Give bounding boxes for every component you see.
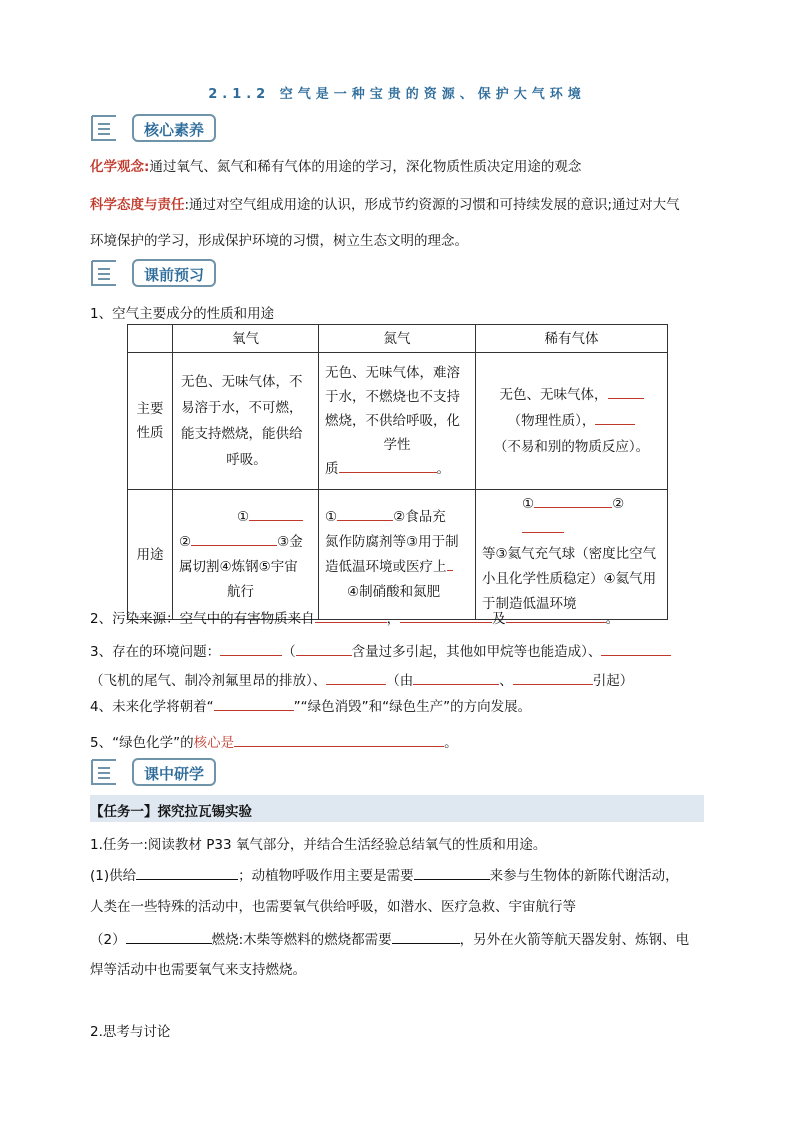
section-header-core <box>90 113 230 145</box>
task-line-2 <box>90 864 679 884</box>
fill-blank[interactable] <box>608 384 644 399</box>
cell-oxygen-uses <box>173 490 319 620</box>
fill-blank[interactable] <box>595 410 635 425</box>
q-text: ；动植物呼吸作用主要是需要 <box>238 868 414 884</box>
q-text: (1)供给 <box>90 868 137 884</box>
core-line-3: 环境保护的学习，形成保护环境的习惯，树立生态文明的理念。 <box>90 233 468 249</box>
fill-blank[interactable] <box>400 608 492 623</box>
table-header-nitrogen: 氮气 <box>319 325 476 353</box>
question-2 <box>90 607 619 627</box>
cell-text: ① <box>237 508 250 525</box>
cell-text: 质 <box>325 461 339 477</box>
fill-blank[interactable] <box>136 865 238 880</box>
cell-line: 无色、无味气体，难溶 <box>325 365 460 381</box>
core-label-chem: 化学观念: <box>90 159 150 175</box>
fill-blank[interactable] <box>220 641 282 656</box>
cell-oxygen-properties <box>173 353 319 490</box>
cell-line: 等③氦气充气球（密度比空气 <box>482 546 657 562</box>
section-title: 核心素养 <box>132 114 216 142</box>
fill-blank[interactable] <box>249 506 303 521</box>
table-header-rare-gas: 稀有气体 <box>476 325 668 353</box>
cell-line: ④制硝酸和氮肥 <box>347 583 441 600</box>
cell-line <box>325 457 469 481</box>
q-text: 5、“绿色化学”的 <box>90 735 194 751</box>
task-line-1: 1.任务一:阅读教材 P33 氧气部分，并结合生活经验总结氧气的性质和用途。 <box>90 837 547 853</box>
cell-rare-gas-uses <box>476 490 668 620</box>
cell-nitrogen-properties <box>319 353 476 490</box>
cell-line <box>482 382 661 408</box>
q-text: 4、未来化学将朝着“ <box>90 699 214 715</box>
cell-line: 氮作防腐剂等③用于制 <box>325 533 459 550</box>
q-text-red: 核心是 <box>193 735 235 751</box>
row-label-uses: 用途 <box>128 490 173 620</box>
task-banner <box>90 795 704 822</box>
core-line-2 <box>90 193 680 213</box>
core-line-1 <box>90 155 581 175</box>
q-text: ， <box>386 611 401 627</box>
document-list-icon <box>90 258 118 288</box>
document-list-icon <box>90 113 118 143</box>
q-text: （由 <box>386 673 414 689</box>
fill-blank[interactable] <box>534 493 612 508</box>
question-1: 1、空气主要成分的性质和用途 <box>90 306 275 322</box>
cell-text: ① <box>522 496 535 512</box>
cell-text: ②食品充 <box>393 508 446 525</box>
cell-text: 造低温环境或医疗上 <box>325 558 447 575</box>
section-header-study <box>90 757 230 789</box>
q-text: ”“绿色消毁”和“绿色生产”的方向发展。 <box>293 699 532 715</box>
fill-blank[interactable] <box>413 670 499 685</box>
fill-blank[interactable] <box>234 732 444 747</box>
q-text: 。 <box>444 735 458 751</box>
fill-blank[interactable] <box>506 608 606 623</box>
fill-blank[interactable] <box>513 670 593 685</box>
cell-line: 属切割④炼钢⑤宇宙 <box>179 558 298 575</box>
q-text: 。 <box>605 611 620 627</box>
task-title: 【任务一】探究拉瓦锡实验 <box>90 804 252 820</box>
cell-line: 航行 <box>227 583 254 600</box>
row-label-properties <box>128 353 173 490</box>
q-text: 及 <box>492 611 506 627</box>
q-text: 燃烧:木柴等燃料的燃烧都需要 <box>211 932 392 948</box>
task-line-5: 焊等活动中也需要氧气来支持燃烧。 <box>90 962 306 978</box>
cell-line: 能支持燃烧，能供给 <box>181 426 303 442</box>
table-corner <box>128 325 173 353</box>
section-title: 课前预习 <box>132 259 216 287</box>
table-header-oxygen: 氧气 <box>173 325 319 353</box>
task-line-6: 2.思考与讨论 <box>90 1024 171 1040</box>
cell-line: （不易和别的物质反应）。 <box>493 439 650 455</box>
question-3-cont <box>90 669 633 689</box>
section-header-preview <box>90 258 230 290</box>
q-text: 来参与生物体的新陈代谢活动， <box>489 868 679 884</box>
page-title: 2.1.2 空气是一种宝贵的资源、保护大气环境 <box>208 87 586 102</box>
label-line: 主要 <box>136 401 164 417</box>
fill-blank[interactable] <box>296 641 352 656</box>
cell-text: ③金 <box>277 533 303 550</box>
cell-line <box>482 492 661 542</box>
q-text: 引起） <box>592 673 634 689</box>
cell-line: 易溶于水，不可燃， <box>181 400 303 416</box>
q-text: （ <box>282 644 296 660</box>
core-label-sci: 科学态度与责任 <box>90 197 185 213</box>
q-text: 、 <box>499 673 513 689</box>
cell-text: ① <box>325 508 338 525</box>
cell-line: 无色、无味气体，不 <box>181 374 303 390</box>
question-4 <box>90 695 531 715</box>
cell-line: 燃烧，不供给呼吸，化 <box>325 413 460 429</box>
q-text: （飞机的尾气、制冷剂氟里昂的排放）、 <box>90 673 327 689</box>
fill-blank[interactable] <box>126 929 212 944</box>
cell-text: ② <box>612 496 625 512</box>
fill-blank[interactable] <box>392 929 460 944</box>
fill-blank[interactable] <box>522 518 564 533</box>
cell-text: 无色、无味气体， <box>499 387 608 403</box>
cell-line <box>179 530 312 555</box>
fill-blank[interactable] <box>214 696 294 711</box>
label-line: 性质 <box>136 425 164 441</box>
cell-line <box>179 505 312 530</box>
q-text: 3、存在的环境问题： <box>90 644 221 660</box>
cell-nitrogen-uses <box>319 490 476 620</box>
fill-blank[interactable] <box>601 641 671 656</box>
fill-blank[interactable] <box>326 670 386 685</box>
cell-line: 学性 <box>383 437 411 453</box>
cell-rare-gas-properties <box>476 353 668 490</box>
core-text-chem: 通过氧气、氮气和稀有气体的用途的学习，深化物质性质决定用途的观念 <box>149 159 582 175</box>
fill-blank[interactable] <box>447 556 453 571</box>
task-line-4 <box>90 928 689 948</box>
cell-text: （物理性质）， <box>507 413 596 429</box>
cell-line: 于制造低温环境 <box>482 596 577 612</box>
cell-line <box>325 505 469 530</box>
cell-line <box>325 555 469 580</box>
fill-blank[interactable] <box>339 458 437 473</box>
q-text: 含量过多引起，其他如甲烷等也能造成）、 <box>351 644 602 660</box>
cell-text: ② <box>179 533 192 550</box>
question-5 <box>90 731 458 751</box>
fill-blank[interactable] <box>337 506 393 521</box>
fill-blank[interactable] <box>315 608 387 623</box>
task-line-3: 人类在一些特殊的活动中，也需要氧气供给呼吸，如潜水、医疗急救、宇宙航行等 <box>90 899 576 915</box>
gas-properties-table <box>127 324 668 620</box>
fill-blank[interactable] <box>191 531 277 546</box>
q-text: （2） <box>90 932 126 948</box>
cell-text: 。 <box>436 461 450 477</box>
document-list-icon <box>90 757 118 787</box>
cell-line: 小且化学性质稳定）④氦气用 <box>482 571 657 587</box>
fill-blank[interactable] <box>414 865 490 880</box>
cell-line: 呼吸。 <box>226 452 267 468</box>
q-text: 2、污染来源：空气中的有害物质来自 <box>90 611 315 627</box>
core-text-sci: :通过对空气组成用途的认识，形成节约资源的习惯和可持续发展的意识;通过对大气 <box>184 197 680 213</box>
q-text: ，另外在火箭等航天器发射、炼钢、电 <box>459 932 690 948</box>
question-3 <box>90 640 671 660</box>
cell-line: 于水，不燃烧也不支持 <box>325 389 460 405</box>
cell-line <box>482 408 661 434</box>
section-title: 课中研学 <box>132 758 216 786</box>
